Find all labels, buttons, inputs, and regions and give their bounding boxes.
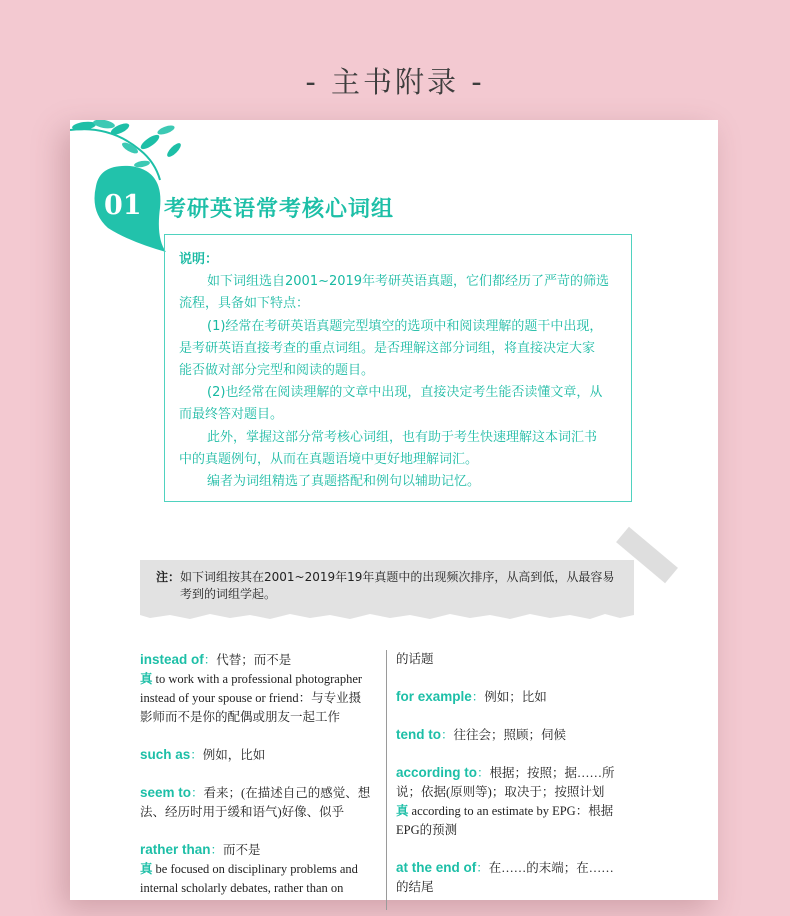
section-title: 考研英语常考核心词组 [164,197,395,222]
section-number: 01 [104,190,142,221]
phrase-term: for example [396,689,472,704]
phrase-term: according to [396,765,478,780]
phrase-meaning: 例如，比如 [202,748,266,762]
phrase-colon: ： [203,653,217,667]
explanation-label: 说明： [179,252,219,267]
example-marker: 真 [140,672,153,686]
phrase-term: rather than [140,842,211,857]
book-page [70,120,718,900]
phrase-colon: ： [471,690,485,704]
phrase-entry [396,763,636,840]
example-line: internal scholarly debates, rather than on [140,881,344,895]
phrase-column-right [396,650,636,915]
page-header-title: - 主书附录 - [305,65,485,99]
phrase-meaning: 往往会；照顾；伺候 [453,728,567,742]
phrase-entry [140,650,380,727]
example-line: EPG的预测 [396,823,458,837]
phrase-colon: ： [191,786,204,800]
phrase-meaning-cont: 说；依据(原则等)；取决于；按照计划 [396,785,605,799]
explanation-line: (1)经常在考研英语真题完型填空的选项中和阅读理解的题干中出现， [207,318,603,334]
explanation-line: 如下词组选自2001~2019年考研英语真题，它们都经历了严苛的筛选 [207,274,610,290]
example-line: according to an estimate by EPG：根据 [411,804,614,818]
phrase-term: such as [140,747,191,762]
phrase-term: instead of [140,652,204,667]
phrase-meaning: 根据；按照；据……所 [489,766,615,780]
explanation-line: 编者为词组精选了真题搭配和例句以辅助记忆。 [207,474,481,490]
torn-edge [140,612,634,620]
phrase-meaning: 在……的末端；在…… [488,861,614,875]
phrase-entry [140,745,380,765]
example-line: instead of your spouse or friend：与专业摄 [140,691,362,705]
explanation-line: 此外，掌握这部分常考核心词组，也有助于考生快速理解这本词汇书 [207,429,598,445]
phrase-colon: ： [210,843,224,857]
explanation-box [164,234,632,502]
explanation-line: 流程，具备如下特点： [179,296,310,312]
phrase-entry [396,725,636,745]
phrase-meaning: 例如；比如 [484,690,547,704]
phrase-term: seem to [140,785,192,800]
explanation-line: 能否做对部分完型和阅读的题目。 [179,363,375,379]
phrase-meaning-cont: 的结尾 [396,880,434,894]
phrase-column-left [140,650,380,916]
sorting-note-line: 考到的词组学起。 [180,587,277,601]
example-marker: 真 [396,804,409,818]
phrase-entry [140,783,380,822]
phrase-meaning: 而不是 [223,843,261,857]
explanation-line: 中的真题例句，从而在真题语境中更好地理解词汇。 [179,451,479,467]
phrase-entry [396,858,636,897]
example-marker: 真 [140,862,153,876]
phrase-meaning: 看来；(在描述自己的感觉、想 [203,786,371,800]
phrase-meaning: 代替；而不是 [216,653,292,667]
carry-over-text: 的话题 [396,652,434,666]
explanation-line: (2)也经常在阅读理解的文章中出现，直接决定考生能否读懂文章，从 [207,385,603,401]
phrase-term: at the end of [396,860,477,875]
phrase-colon: ： [190,748,203,762]
explanation-line: 而最终答对题目。 [179,407,284,423]
phrase-entry [396,687,636,707]
example-line: be focused on disciplinary problems and [155,862,358,876]
example-line: 影师而不是你的配偶或朋友一起工作 [140,710,341,724]
phrase-colon: ： [477,766,490,780]
sorting-note-line: 如下词组按其在2001~2019年19年真题中的出现频次排序，从高到低，从最容易 [180,570,615,584]
phrase-entry [140,840,380,898]
column-divider [386,650,387,910]
sorting-note-label: 注： [156,570,181,584]
sorting-note-strip [140,560,634,614]
example-line: to work with a professional photographer [155,672,363,686]
phrase-meaning-cont: 法、经历时用于缓和语气)好像、似乎 [140,805,345,819]
phrase-colon: ： [441,728,454,742]
phrase-term: tend to [396,727,441,742]
phrase-colon: ： [476,861,489,875]
explanation-line: 是考研英语直接考查的重点词组。是否理解这部分词组，将直接决定大家 [179,340,596,356]
